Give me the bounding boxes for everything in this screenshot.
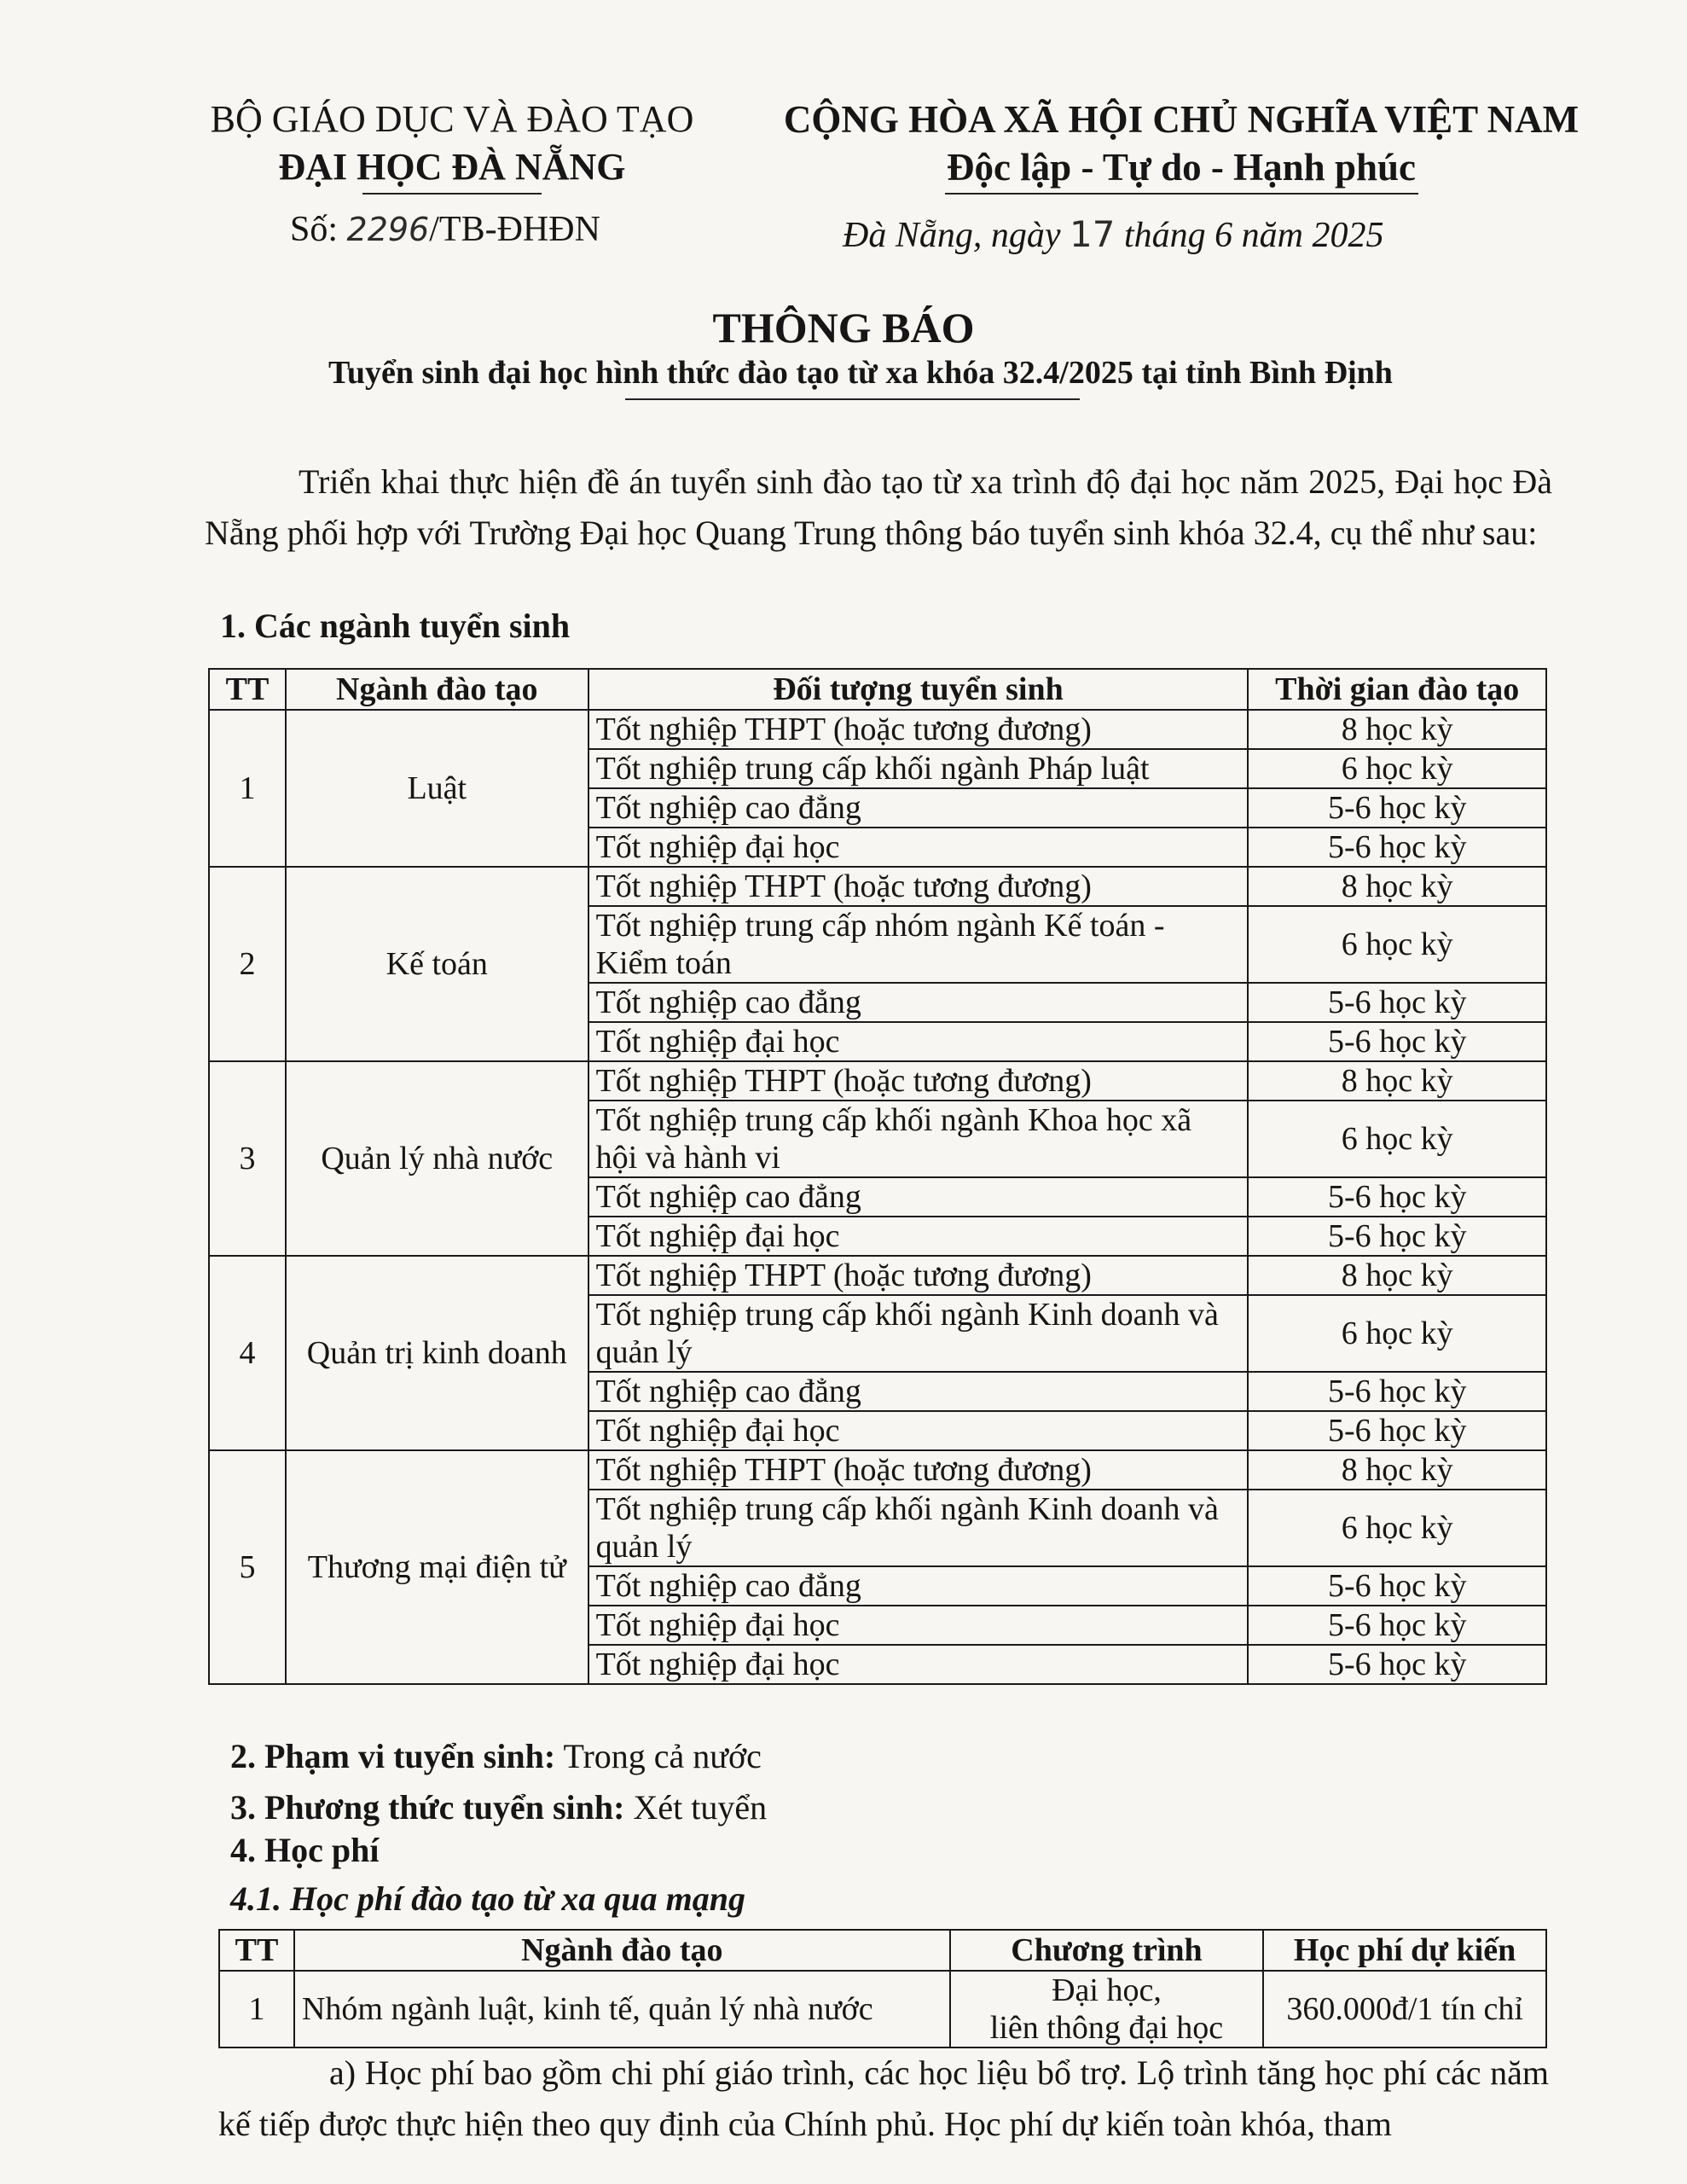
section-3-value: Xét tuyển (633, 1788, 768, 1827)
admission-target: Tốt nghiệp THPT (hoặc tương đương) (588, 1061, 1249, 1101)
note-a-text: a) Học phí bao gồm chi phí giáo trình, các học liệu bổ trợ. Lộ trình tăng học phí các năm kế tiếp được thực hiện theo quy định của Chính phủ. Học phí dự kiến toàn khóa, tham (218, 2053, 1549, 2143)
tuition-tt: 1 (219, 1971, 294, 2048)
admission-target: Tốt nghiệp THPT (hoặc tương đương) (588, 710, 1249, 749)
training-duration: 5-6 học kỳ (1248, 788, 1546, 828)
admission-target: Tốt nghiệp trung cấp khối ngành Khoa học xã hội và hành vi (588, 1101, 1249, 1177)
national-motto: Độc lập - Tự do - Hạnh phúc (946, 146, 1417, 189)
training-duration: 8 học kỳ (1248, 1256, 1546, 1295)
major-index: 4 (209, 1256, 286, 1450)
table-row (219, 1971, 1546, 2048)
document-subtitle: Tuyển sinh đại học hình thức đào tạo từ xa khóa 32.4/2025 tại tỉnh Bình Định (328, 355, 1393, 391)
major-name: Luật (286, 710, 588, 867)
training-duration: 8 học kỳ (1248, 710, 1546, 749)
section-4-1-heading: 4.1. Học phí đào tạo từ xa qua mạng (230, 1879, 746, 1918)
tuition-table-header (219, 1930, 1546, 1971)
section-3-label: 3. Phương thức tuyển sinh: (230, 1788, 625, 1827)
training-duration: 6 học kỳ (1248, 1490, 1546, 1566)
training-duration: 5-6 học kỳ (1248, 1372, 1546, 1411)
admission-target: Tốt nghiệp trung cấp khối ngành Kinh doanh và quản lý (588, 1490, 1249, 1566)
admission-target: Tốt nghiệp đại học (588, 1606, 1249, 1645)
national-title: CỘNG HÒA XÃ HỘI CHỦ NGHĨA VIỆT NAM (783, 98, 1580, 141)
admission-target: Tốt nghiệp trung cấp khối ngành Pháp luật (588, 749, 1249, 788)
document-number-handwritten: 2296 (346, 211, 430, 248)
document-title: THÔNG BÁO (712, 304, 975, 351)
training-duration: 5-6 học kỳ (1248, 1411, 1546, 1450)
date-prefix: Đà Nẵng, ngày (843, 216, 1061, 255)
document-number-prefix: Số: (290, 210, 339, 249)
major-name: Thương mại điện tử (286, 1450, 588, 1684)
header-duration: Thời gian đào tạo (1248, 669, 1546, 710)
admission-target: Tốt nghiệp đại học (588, 1217, 1249, 1256)
section-2 (230, 1736, 762, 1776)
training-duration: 6 học kỳ (1248, 906, 1546, 983)
training-duration: 5-6 học kỳ (1248, 828, 1546, 867)
document-number (290, 209, 600, 250)
table-row (209, 867, 1546, 906)
issuer-underline (362, 193, 542, 195)
tuition-header-fee: Học phí dự kiến (1263, 1930, 1546, 1971)
tuition-table (218, 1929, 1547, 2048)
admission-target: Tốt nghiệp đại học (588, 828, 1249, 867)
header-major: Ngành đào tạo (286, 669, 588, 710)
tuition-program (950, 1971, 1264, 2048)
ministry-name: BỘ GIÁO DỤC VÀ ĐÀO TẠO (210, 98, 694, 140)
university-name: ĐẠI HỌC ĐÀ NẴNG (278, 146, 626, 188)
document-number-suffix: /TB-ĐHĐN (429, 210, 600, 249)
note-a (218, 2048, 1549, 2150)
admission-target: Tốt nghiệp đại học (588, 1411, 1249, 1450)
tuition-header-major: Ngành đào tạo (294, 1930, 950, 1971)
training-duration: 5-6 học kỳ (1248, 1177, 1546, 1217)
majors-table (208, 668, 1547, 1685)
admission-target: Tốt nghiệp trung cấp nhóm ngành Kế toán - Kiểm toán (588, 906, 1249, 983)
issuer-header (196, 96, 708, 195)
admission-target: Tốt nghiệp THPT (hoặc tương đương) (588, 1450, 1249, 1490)
admission-target: Tốt nghiệp THPT (hoặc tương đương) (588, 1256, 1249, 1295)
table-row (209, 1256, 1546, 1295)
tuition-program-line1: Đại học, (1052, 1972, 1162, 2008)
tuition-program-line2: liên thông đại học (989, 2010, 1224, 2046)
motto-underline (945, 193, 1418, 195)
training-duration: 5-6 học kỳ (1248, 1217, 1546, 1256)
section-4-heading: 4. Học phí (230, 1831, 380, 1869)
national-header (733, 96, 1629, 195)
training-duration: 6 học kỳ (1248, 1295, 1546, 1372)
training-duration: 5-6 học kỳ (1248, 1022, 1546, 1061)
admission-target: Tốt nghiệp cao đẳng (588, 788, 1249, 828)
tuition-header-program: Chương trình (950, 1930, 1264, 1971)
major-name: Quản lý nhà nước (286, 1061, 588, 1256)
training-duration: 8 học kỳ (1248, 867, 1546, 906)
intro-text: Triển khai thực hiện đề án tuyển sinh đào tạo từ xa trình độ đại học năm 2025, Đại học Đà Nẵng phối hợp với Trường Đại học Quang Trung thông báo tuyển sinh khóa 32.4, cụ thể như sau: (205, 462, 1552, 552)
section-1-heading: 1. Các ngành tuyển sinh (220, 607, 571, 645)
admission-target: Tốt nghiệp cao đẳng (588, 1372, 1249, 1411)
major-name: Quản trị kinh doanh (286, 1256, 588, 1450)
document-date (843, 213, 1383, 256)
training-duration: 8 học kỳ (1248, 1450, 1546, 1490)
tuition-major: Nhóm ngành luật, kinh tế, quản lý nhà nước (294, 1971, 950, 2048)
admission-target: Tốt nghiệp cao đẳng (588, 1566, 1249, 1606)
date-day-handwritten: 17 (1070, 213, 1116, 255)
admission-target: Tốt nghiệp THPT (hoặc tương đương) (588, 867, 1249, 906)
major-name: Kế toán (286, 867, 588, 1061)
subtitle-underline (625, 398, 1080, 400)
section-2-label: 2. Phạm vi tuyển sinh: (230, 1737, 556, 1775)
tuition-fee: 360.000đ/1 tín chỉ (1263, 1971, 1546, 2048)
admission-target: Tốt nghiệp đại học (588, 1022, 1249, 1061)
section-2-value: Trong cả nước (563, 1737, 762, 1775)
major-index: 2 (209, 867, 286, 1061)
table-row (209, 1061, 1546, 1101)
training-duration: 5-6 học kỳ (1248, 983, 1546, 1022)
major-index: 5 (209, 1450, 286, 1684)
training-duration: 6 học kỳ (1248, 749, 1546, 788)
tuition-header-tt: TT (219, 1930, 294, 1971)
admission-target: Tốt nghiệp cao đẳng (588, 983, 1249, 1022)
date-suffix: tháng 6 năm 2025 (1123, 216, 1384, 255)
admission-target: Tốt nghiệp trung cấp khối ngành Kinh doanh và quản lý (588, 1295, 1249, 1372)
header-target: Đối tượng tuyển sinh (588, 669, 1249, 710)
major-index: 1 (209, 710, 286, 867)
intro-paragraph (205, 456, 1552, 559)
major-index: 3 (209, 1061, 286, 1256)
majors-table-header (209, 669, 1546, 710)
table-row (209, 710, 1546, 749)
table-row (209, 1450, 1546, 1490)
training-duration: 5-6 học kỳ (1248, 1645, 1546, 1684)
training-duration: 6 học kỳ (1248, 1101, 1546, 1177)
training-duration: 5-6 học kỳ (1248, 1606, 1546, 1645)
admission-target: Tốt nghiệp đại học (588, 1645, 1249, 1684)
header-tt: TT (209, 669, 286, 710)
training-duration: 8 học kỳ (1248, 1061, 1546, 1101)
section-3 (230, 1787, 767, 1827)
training-duration: 5-6 học kỳ (1248, 1566, 1546, 1606)
admission-target: Tốt nghiệp cao đẳng (588, 1177, 1249, 1217)
